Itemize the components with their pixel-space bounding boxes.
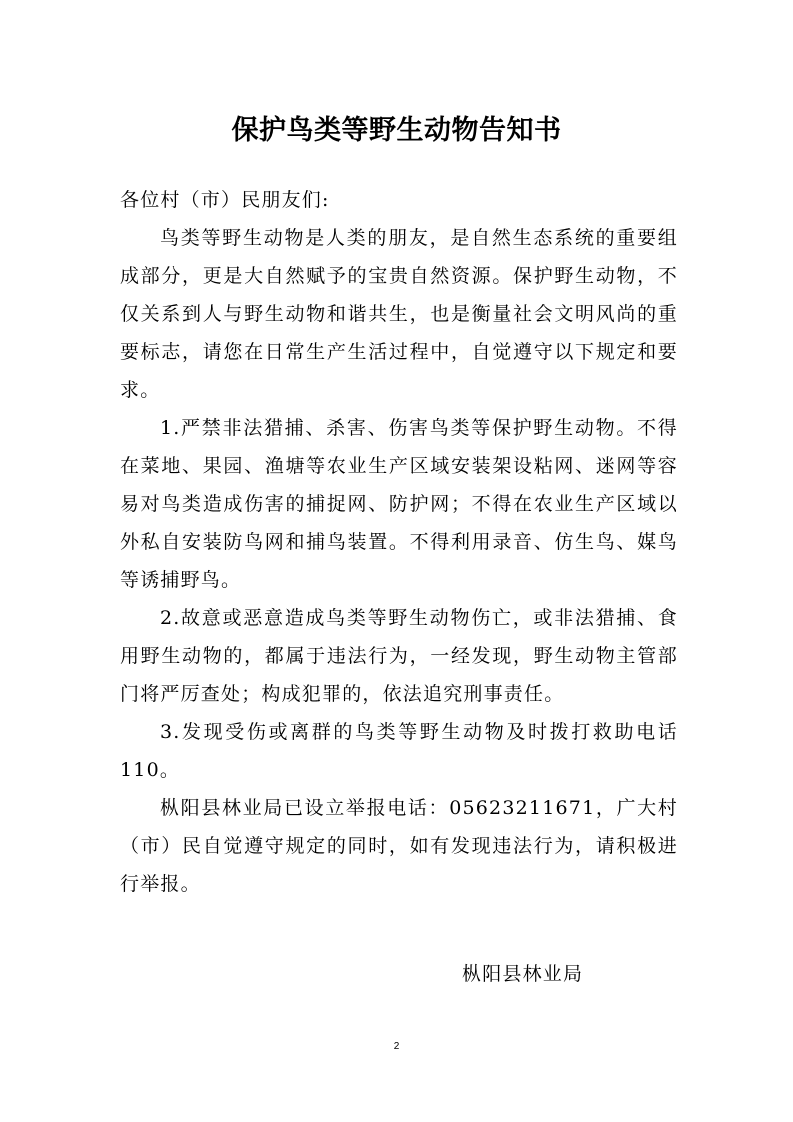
paragraph-report: 枞阳县林业局已设立举报电话：05623211671，广大村（市）民自觉遵守规定的同时，如有发现违法行为，请积极进行举报。 (120, 797, 678, 895)
paragraph-rule-2: 2.故意或恶意造成鸟类等野生动物伤亡，或非法猎捕、食用野生动物的，都属于违法行为，一经发现，野生动物主管部门将严厉查处；构成犯罪的，依法追究刑事责任。 (120, 607, 678, 705)
document-body (120, 181, 678, 903)
paragraph-rule-3: 3.发现受伤或离群的鸟类等野生动物及时拨打救助电话 110。 (120, 721, 678, 781)
paragraph-intro: 鸟类等野生动物是人类的朋友，是自然生态系统的重要组成部分，更是大自然赋予的宝贵自然资源。保护野生动物，不仅关系到人与野生动物和谐共生，也是衡量社会文明风尚的重要标志，请您在日常生产生活过程中，自觉遵守以下规定和要求。 (120, 227, 678, 401)
document-title: 保护鸟类等野生动物告知书 (231, 115, 562, 146)
salutation: 各位村（市）民朋友们: (120, 189, 330, 211)
paragraph-rule-1: 1.严禁非法猎捕、杀害、伤害鸟类等保护野生动物。不得在菜地、果园、渔塘等农业生产区域安装架设粘网、迷网等容易对鸟类造成伤害的捕捉网、防护网；不得在农业生产区域以外私自安装防鸟网和捕鸟装置。不得利用录音、仿生鸟、媒鸟等诱捕野鸟。 (120, 417, 678, 591)
page-number: 2 (393, 1041, 400, 1052)
signature: 枞阳县林业局 (462, 963, 584, 985)
